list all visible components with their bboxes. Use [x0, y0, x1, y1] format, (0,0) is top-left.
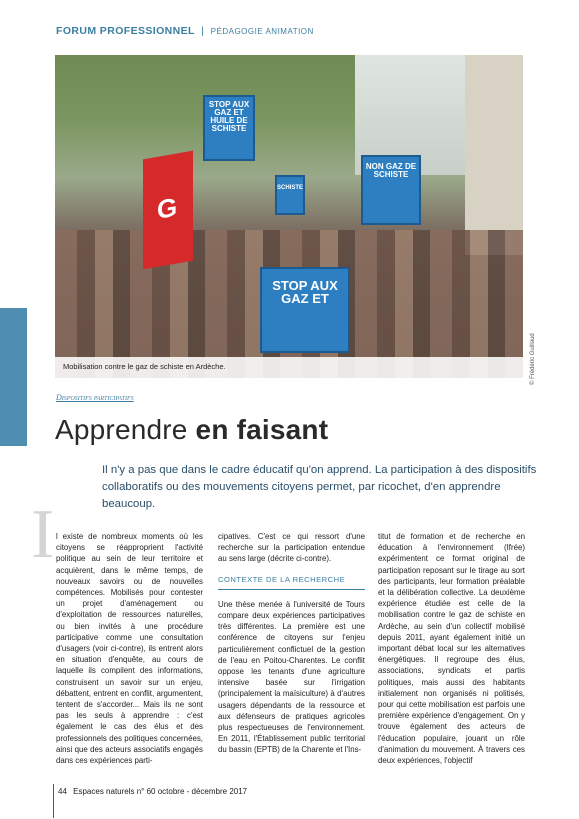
side-color-tab [0, 308, 27, 446]
protest-sign-center: SCHISTE [275, 175, 305, 215]
column-2-text-b: Une thèse menée à l'université de Tours compare deux expériences participatives très différentes. La première est une conférence de citoyens sur l'enjeu particulièrement conflictuel de la gestion de l'eau en Poitou-Charentes. Le conflit oppose les tenants d'une agriculture intensive basée sur l'irrigation (principalement la maïsiculture) à d'autres usagers dépendants de la ressource et aux défenseurs de pratiques agricoles plus respectueuses de l'environnement. En 2011, l'Établissement public territorial du bassin (EPTB) de la Charente et l'Ins- [218, 599, 365, 755]
photo-building [465, 55, 523, 255]
column-2-text-a: cipatives. C'est ce qui ressort d'une recherche sur la participation entendue au sens large (décrite ci-contre). [218, 532, 365, 564]
protest-sign-right: NON GAZ DE SCHISTE [361, 155, 421, 225]
photo-caption: Mobilisation contre le gaz de schiste en Ardèche. [63, 362, 226, 371]
red-flag [143, 151, 193, 270]
protest-photo [55, 55, 523, 378]
article-title [55, 414, 328, 446]
article-column-1 [56, 531, 203, 766]
page-header [56, 25, 314, 37]
drop-cap: I [31, 496, 55, 573]
article-kicker: Dispositifs participatifs [56, 393, 134, 402]
column-1-text: l existe de nombreux moments où les citoyens se réapproprient l'activité politique au sein de leur territoire et acquièrent, dans le même temps, de nouveaux savoirs ou de nouvelles compétences. Mobilisés pour contester un projet d'aménagement ou d'exploitation de ressources naturelles, ou bien invités à une procédure participative comme une consultation d'usagers (voir ci-contre), ils entrent alors en situation d'enquête, au cours de laquelle ils compilent des informations, construisent un savoir sur un enjeu, débattent, entrent en conflit, argumentent, tentent de s'accorder... Mais ils ne sont pas les seuls à apprendre : c'est également le cas des élus et des professionnels des politiques concernées, ainsi que des acteurs associatifs engagés dans ces expériences parti- [56, 532, 203, 766]
title-bold: en faisant [195, 414, 329, 445]
protest-sign-top-left: STOP AUX GAZ ET HUILE DE SCHISTE [203, 95, 255, 161]
page-footer [58, 787, 247, 796]
page-number: 44 [58, 787, 67, 796]
subsection-label: PÉDAGOGIE ANIMATION [210, 27, 314, 36]
research-context-subhead: CONTEXTE DE LA RECHERCHE [218, 574, 365, 590]
photo-credit: © Frédéric Guillaud [530, 333, 536, 385]
title-light: Apprendre [55, 414, 188, 445]
article-column-2 [218, 531, 365, 756]
article-column-3 [378, 531, 525, 766]
column-3-text: titut de formation et de recherche en éducation à l'environnement (Ifrée) expérimentent ce format original de participation reposant sur le tirage au sort des participants, leur formation préalable et la délibération collective. La deuxième expérience étudiée est celle de la mobilisation contre le gaz de schiste en Ardèche, au sein d'un collectif mobilisé depuis 2011, ayant également initié un important débat local sur les alternatives énergétiques. Il regroupe des élus, associations, syndicats et partis politiques, mais aussi des habitants initialement non organisés ni politisés, pour qui cette mobilisation est parfois une première expérience d'engagement. On y trouve également des acteurs de l'éducation populaire, jouant un rôle d'animation du mouvement. À travers ces deux expériences, l'objectif [378, 532, 525, 766]
flag-letter: G [157, 191, 178, 225]
article-intro: Il n'y a pas que dans le cadre éducatif qu'on apprend. La participation à des dispositifs collaboratifs ou des mouvements citoyens permet, par ricochet, d'en apprendre beaucoup. [102, 464, 537, 510]
footer-rule [53, 784, 54, 818]
section-label: FORUM PROFESSIONNEL [56, 25, 195, 37]
header-separator: | [201, 25, 205, 37]
protest-sign-front: STOP AUX GAZ ET [260, 267, 350, 353]
publication-info: Espaces naturels n° 60 octobre - décembre 2017 [73, 787, 248, 796]
